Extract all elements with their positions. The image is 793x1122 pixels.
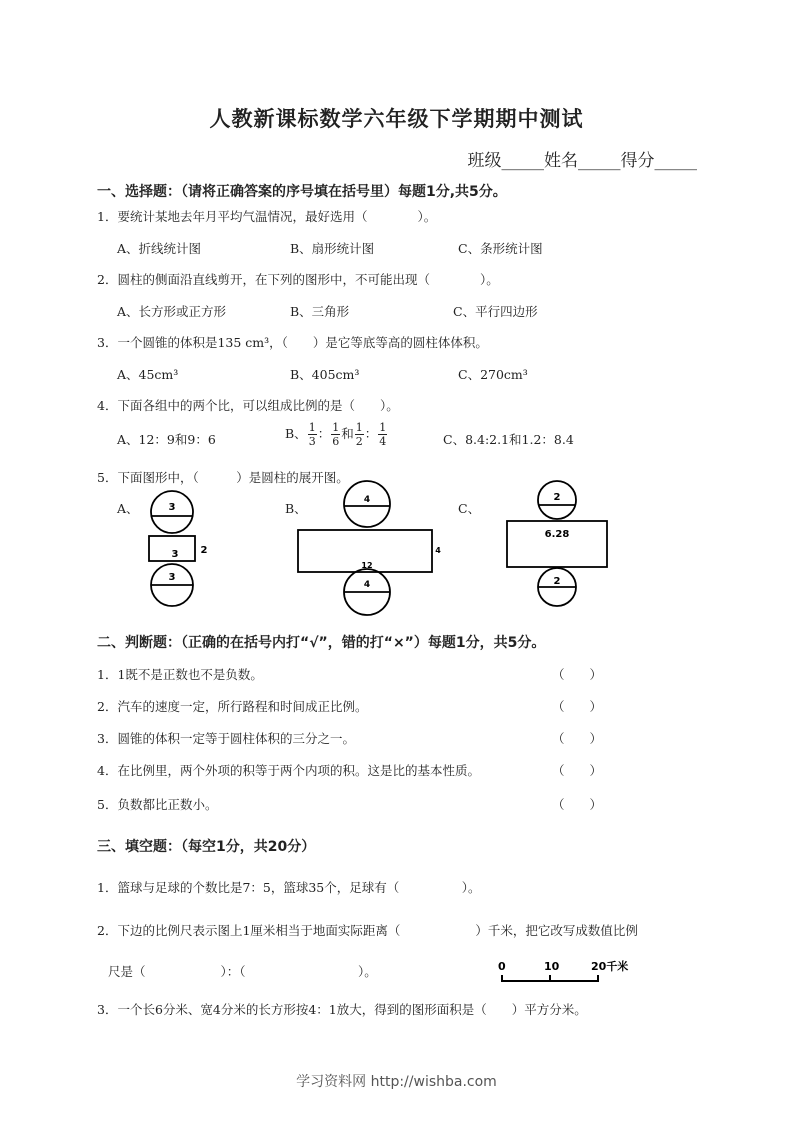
net-b-bottom-label: 4 bbox=[363, 580, 371, 590]
judge-item-1: 1．1既不是正数也不是负数。 bbox=[97, 667, 263, 682]
scale-label-10: 10 bbox=[544, 960, 560, 973]
net-a-rect-label: 3 bbox=[171, 549, 179, 560]
denominator: 4 bbox=[379, 435, 387, 448]
net-c-rect bbox=[507, 521, 607, 567]
judge-item-3: 3．圆锥的体积一定等于圆柱体积的三分之一。 bbox=[97, 731, 355, 746]
ratio-colon: ： bbox=[317, 426, 331, 441]
denominator: 2 bbox=[355, 435, 363, 448]
judge-item-2: 2．汽车的速度一定，所行路程和时间成正比例。 bbox=[97, 699, 368, 714]
numerator: 1 bbox=[308, 421, 316, 434]
option-1-3-c: C、270cm³ bbox=[458, 367, 528, 382]
and-text: 和 bbox=[341, 426, 354, 441]
option-1-1-b: B、扇形统计图 bbox=[290, 241, 375, 256]
net-b-side-label: 4 bbox=[435, 546, 441, 555]
option-1-2-b: B、三角形 bbox=[290, 304, 350, 319]
option-b-prefix: B、 bbox=[285, 426, 307, 441]
numerator: 1 bbox=[332, 421, 340, 434]
fill-question-2-line1: 2．下边的比例尺表示图上1厘米相当于地面实际距离（ ）千米，把它改写成数值比例 bbox=[97, 923, 638, 938]
judge-answer-blank-2[interactable]: （ ） bbox=[552, 699, 603, 714]
numerator: 1 bbox=[379, 421, 387, 434]
fill-question-2-line2: 尺是（ ）：（ ）。 bbox=[108, 964, 377, 979]
judge-item-5: 5．负数都比正数小。 bbox=[97, 797, 218, 812]
net-c-top-label: 2 bbox=[553, 492, 561, 503]
option-1-1-a: A、折线统计图 bbox=[117, 241, 202, 256]
net-b-rect-label: 12 bbox=[361, 561, 373, 570]
option-1-4-a: A、12：9和9：6 bbox=[117, 432, 216, 447]
option-1-2-c: C、平行四边形 bbox=[453, 304, 538, 319]
option-1-5-b: B、 bbox=[285, 501, 307, 516]
scale-label-20km: 20千米 bbox=[591, 960, 629, 973]
option-1-4-c: C、8.4:2.1和1.2：8.4 bbox=[443, 432, 574, 447]
judge-answer-blank-3[interactable]: （ ） bbox=[552, 731, 603, 746]
net-c-rect-label: 6.28 bbox=[544, 529, 570, 540]
option-1-1-c: C、条形统计图 bbox=[458, 241, 543, 256]
question-1-2: 2．圆柱的侧面沿直线剪开，在下列的图形中，不可能出现（ ）。 bbox=[97, 272, 499, 287]
judge-answer-blank-5[interactable]: （ ） bbox=[552, 797, 603, 812]
scale-label-0: 0 bbox=[498, 960, 506, 973]
numerator: 1 bbox=[355, 421, 363, 434]
question-1-4: 4．下面各组中的两个比，可以组成比例的是（ ）。 bbox=[97, 398, 399, 413]
option-1-5-c: C、 bbox=[458, 501, 481, 516]
scale-bar bbox=[490, 958, 650, 988]
footer-watermark: 学习资料网 http://wishba.com bbox=[296, 1074, 497, 1090]
option-1-2-a: A、长方形或正方形 bbox=[117, 304, 227, 319]
net-a-bottom-label: 3 bbox=[168, 572, 176, 583]
option-1-5-a: A、 bbox=[117, 501, 139, 516]
denominator: 3 bbox=[308, 435, 316, 448]
ratio-colon: ： bbox=[364, 426, 378, 441]
section2-heading: 二、判断题：（正确的在括号内打“√”，错的打“×”）每题1分，共5分。 bbox=[97, 635, 546, 651]
net-b-top-label: 4 bbox=[363, 495, 371, 505]
question-1-3: 3．一个圆锥的体积是135 cm³，（ ）是它等底等高的圆柱体体积。 bbox=[97, 335, 488, 350]
judge-answer-blank-4[interactable]: （ ） bbox=[552, 763, 603, 778]
fill-question-3: 3．一个长6分米、宽4分米的长方形按4：1放大，得到的图形面积是（ ）平方分米。 bbox=[97, 1002, 587, 1017]
section3-heading: 三、填空题：（每空1分，共20分） bbox=[97, 839, 316, 855]
net-a-side-label: 2 bbox=[200, 545, 208, 556]
option-1-3-a: A、45cm³ bbox=[117, 367, 179, 382]
net-c-bottom-label: 2 bbox=[553, 576, 561, 587]
judge-answer-blank-1[interactable]: （ ） bbox=[552, 667, 603, 682]
question-1-5: 5．下面图形中，（ ）是圆柱的展开图。 bbox=[97, 470, 349, 485]
denominator: 6 bbox=[332, 435, 340, 448]
fill-question-1: 1．篮球与足球的个数比是7：5，篮球35个，足球有（ ）。 bbox=[97, 880, 481, 895]
question-1-1: 1．要统计某地去年月平均气温情况，最好选用（ ）。 bbox=[97, 209, 437, 224]
page-title: 人教新课标数学六年级下学期期中测试 bbox=[209, 106, 584, 131]
section1-heading: 一、选择题：（请将正确答案的序号填在括号里）每题1分,共5分。 bbox=[97, 184, 507, 200]
student-info-line: 班级_____姓名_____得分_____ bbox=[467, 151, 697, 171]
option-1-3-b: B、405cm³ bbox=[290, 367, 360, 382]
net-a-top-label: 3 bbox=[168, 502, 176, 513]
judge-item-4: 4．在比例里，两个外项的积等于两个内项的积。这是比的基本性质。 bbox=[97, 763, 480, 778]
